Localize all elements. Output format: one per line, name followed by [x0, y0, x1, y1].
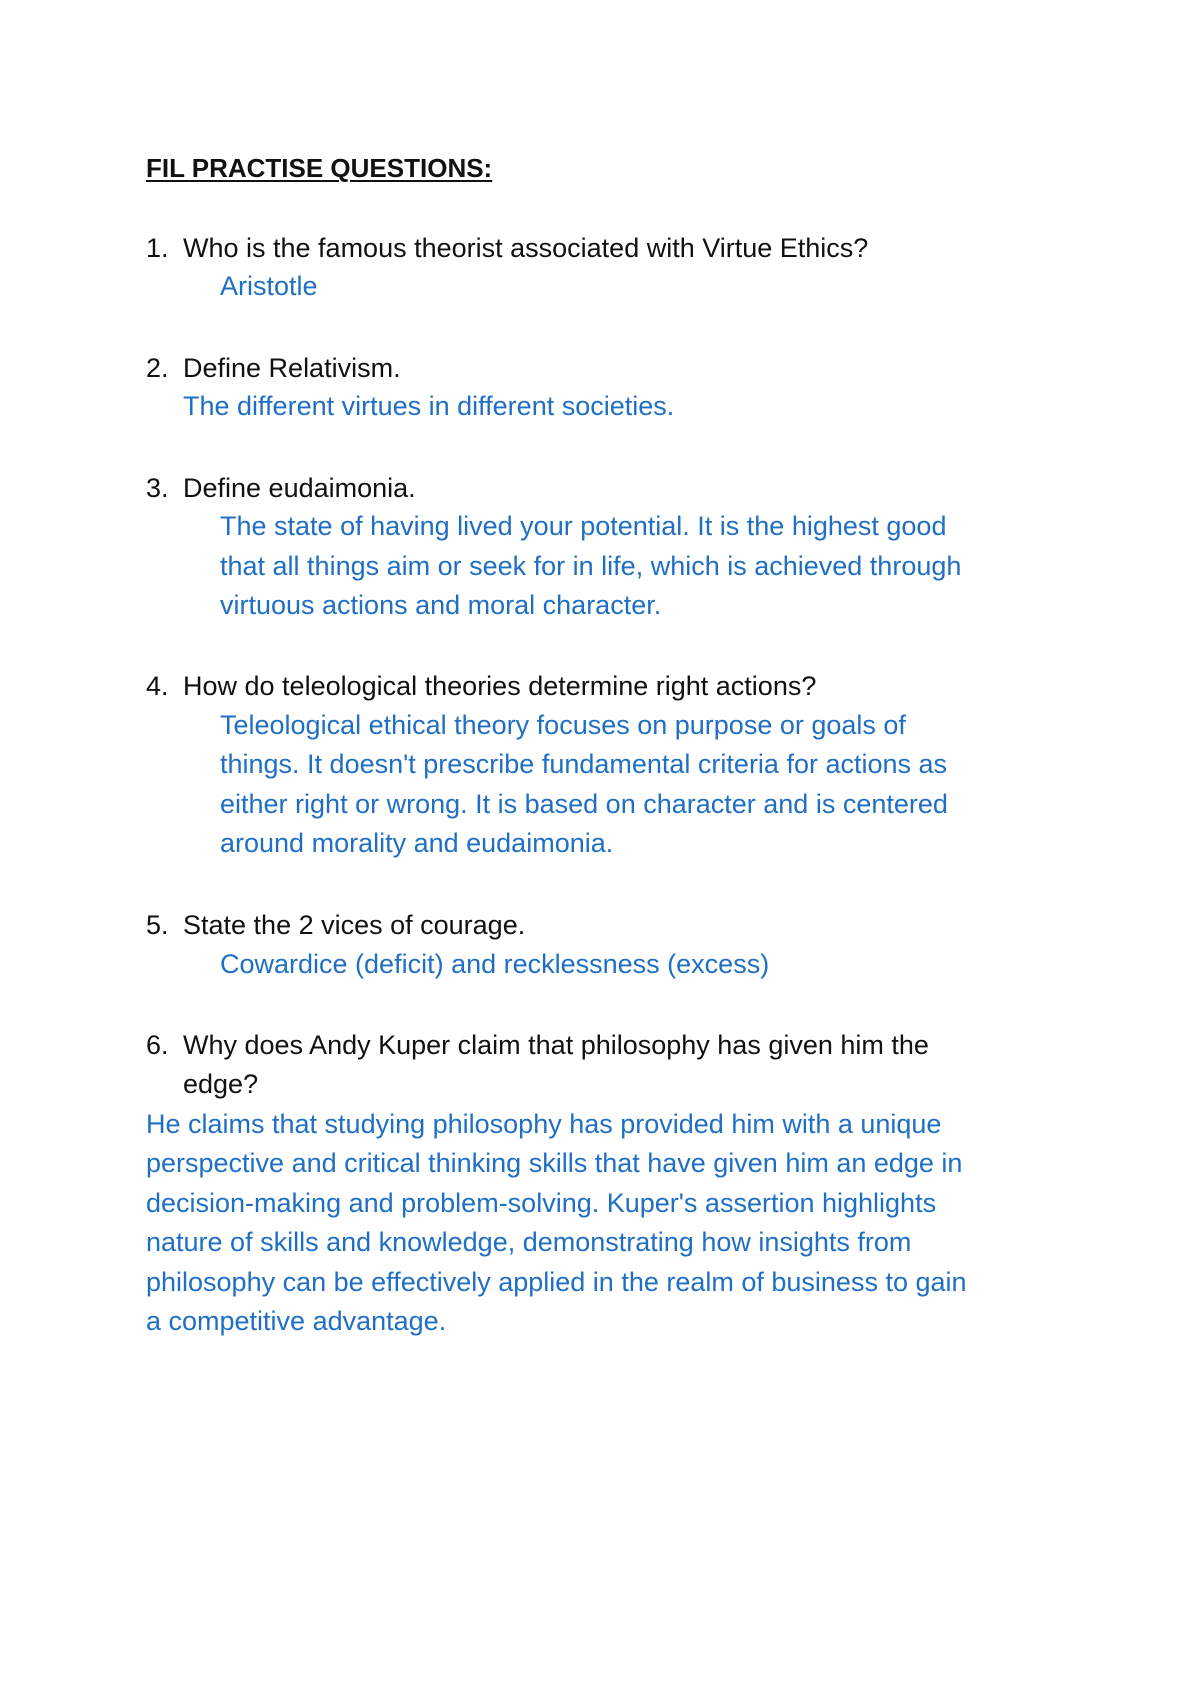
answer-line: Cowardice (deficit) and recklessness (excess)	[220, 949, 770, 979]
question-text: Define eudaimonia.	[183, 473, 416, 503]
answer-line: He claims that studying philosophy has provided him with a unique	[146, 1109, 942, 1139]
answer-line: philosophy can be effectively applied in the realm of business to gain	[146, 1267, 967, 1297]
answer-line: The different virtues in different societies.	[183, 391, 675, 421]
answer-line: Teleological ethical theory focuses on purpose or goals of	[220, 710, 906, 740]
question-text: Define Relativism.	[183, 353, 401, 383]
answer-line: things. It doesn't prescribe fundamental criteria for actions as	[220, 749, 948, 779]
question-number: 1.	[146, 233, 169, 263]
answer-line: perspective and critical thinking skills that have given him an edge in	[146, 1148, 963, 1178]
answer-line: nature of skills and knowledge, demonstrating how insights from	[146, 1227, 912, 1257]
question-number: 5.	[146, 910, 169, 940]
answer-line: that all things aim or seek for in life, which is achieved through	[220, 551, 962, 581]
question-number: 6.	[146, 1030, 169, 1060]
answer-line: virtuous actions and moral character.	[220, 590, 662, 620]
question-number: 4.	[146, 671, 169, 701]
answer-line: around morality and eudaimonia.	[220, 828, 614, 858]
answer-line: The state of having lived your potential. It is the highest good	[220, 511, 947, 541]
question-text: Who is the famous theorist associated with Virtue Ethics?	[183, 233, 869, 263]
question-number: 2.	[146, 353, 169, 383]
answer-line: decision-making and problem-solving. Kuper's assertion highlights	[146, 1188, 937, 1218]
question-text: How do teleological theories determine right actions?	[183, 671, 817, 701]
document-title: FIL PRACTISE QUESTIONS:	[146, 153, 493, 183]
answer-line: a competitive advantage.	[146, 1306, 447, 1336]
answer-line: either right or wrong. It is based on character and is centered	[220, 789, 948, 819]
question-text: edge?	[183, 1069, 259, 1099]
question-number: 3.	[146, 473, 169, 503]
question-text: State the 2 vices of courage.	[183, 910, 526, 940]
question-text: Why does Andy Kuper claim that philosophy has given him the	[183, 1030, 929, 1060]
answer-line: Aristotle	[220, 271, 318, 301]
